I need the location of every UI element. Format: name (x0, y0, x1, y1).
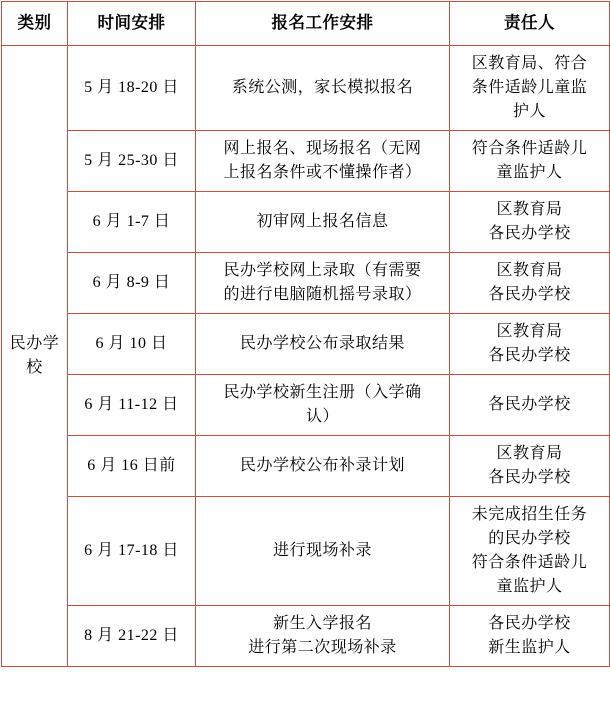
time-cell: 5 月 25-30 日 (68, 130, 196, 191)
table-row (2, 374, 610, 435)
work-cell (196, 374, 450, 435)
responsible-cell (450, 191, 610, 252)
time-cell: 8 月 21-22 日 (68, 605, 196, 666)
table-row (2, 191, 610, 252)
table-row (2, 130, 610, 191)
column-header-category: 类别 (2, 2, 68, 46)
responsible-cell-line: 各民办学校 (488, 346, 571, 364)
responsible-cell-line: 各民办学校 (488, 468, 571, 486)
time-cell: 6 月 8-9 日 (68, 252, 196, 313)
table-row (2, 45, 610, 130)
column-header-time: 时间安排 (68, 2, 196, 46)
responsible-cell (450, 45, 610, 130)
time-cell: 6 月 17-18 日 (68, 496, 196, 605)
table-row (2, 252, 610, 313)
table-body (2, 45, 610, 666)
responsible-cell (450, 435, 610, 496)
work-cell-line: 系统公测，家长模拟报名 (231, 78, 414, 96)
responsible-cell-line: 符合条件适龄儿 (471, 139, 588, 157)
work-cell-line: 民办学校公布补录计划 (239, 456, 405, 474)
responsible-cell-line: 区教育局 (496, 322, 563, 340)
responsible-cell (450, 130, 610, 191)
work-cell (196, 605, 450, 666)
responsible-cell (450, 605, 610, 666)
work-cell-line: 上报名条件或不懂操作者） (223, 163, 422, 181)
category-cell: 民办学校 (2, 45, 68, 666)
work-cell-line: 民办学校网上录取（有需要 (223, 261, 422, 279)
work-cell-line: 民办学校公布录取结果 (239, 334, 405, 352)
work-cell (196, 496, 450, 605)
responsible-cell-line: 各民办学校 (488, 285, 571, 303)
time-cell: 5 月 18-20 日 (68, 45, 196, 130)
work-cell-line: 新生入学报名 (272, 614, 372, 632)
work-cell (196, 252, 450, 313)
work-cell-line: 进行现场补录 (272, 541, 372, 559)
responsible-cell-line: 护人 (512, 102, 546, 120)
table-row (2, 435, 610, 496)
table-row (2, 605, 610, 666)
responsible-cell-line: 未完成招生任务 (471, 505, 588, 523)
work-cell (196, 191, 450, 252)
responsible-cell-line: 童监护人 (496, 163, 563, 181)
work-cell (196, 435, 450, 496)
column-header-work: 报名工作安排 (196, 2, 450, 46)
responsible-cell-line: 各民办学校 (488, 395, 571, 413)
responsible-cell (450, 252, 610, 313)
responsible-cell-line: 童监护人 (496, 577, 563, 595)
work-cell-line: 初审网上报名信息 (256, 212, 389, 230)
responsible-cell-line: 的民办学校 (488, 529, 571, 547)
responsible-cell-line: 区教育局 (496, 200, 563, 218)
responsible-cell-line: 符合条件适龄儿 (471, 553, 588, 571)
column-header-responsible: 责任人 (450, 2, 610, 46)
responsible-cell (450, 496, 610, 605)
responsible-cell (450, 313, 610, 374)
document-page (0, 1, 610, 721)
time-cell: 6 月 11-12 日 (68, 374, 196, 435)
time-cell: 6 月 1-7 日 (68, 191, 196, 252)
responsible-cell-line: 各民办学校 (488, 614, 571, 632)
responsible-cell-line: 新生监护人 (488, 638, 571, 656)
responsible-cell-line: 各民办学校 (488, 224, 571, 242)
work-cell-line: 的进行电脑随机摇号录取） (223, 285, 422, 303)
table-row (2, 313, 610, 374)
responsible-cell (450, 374, 610, 435)
time-cell: 6 月 10 日 (68, 313, 196, 374)
work-cell-line: 进行第二次现场补录 (248, 638, 397, 656)
work-cell (196, 45, 450, 130)
table-row (2, 496, 610, 605)
work-cell-line: 认） (305, 407, 339, 425)
work-cell (196, 313, 450, 374)
enrollment-schedule-table (1, 1, 610, 667)
responsible-cell-line: 区教育局 (496, 261, 563, 279)
time-cell: 6 月 16 日前 (68, 435, 196, 496)
work-cell-line: 民办学校新生注册（入学确 (223, 383, 422, 401)
work-cell (196, 130, 450, 191)
responsible-cell-line: 区教育局、符合 (471, 54, 588, 72)
work-cell-line: 网上报名、现场报名（无网 (223, 139, 422, 157)
responsible-cell-line: 条件适龄儿童监 (471, 78, 588, 96)
responsible-cell-line: 区教育局 (496, 444, 563, 462)
table-header-row (2, 2, 610, 46)
